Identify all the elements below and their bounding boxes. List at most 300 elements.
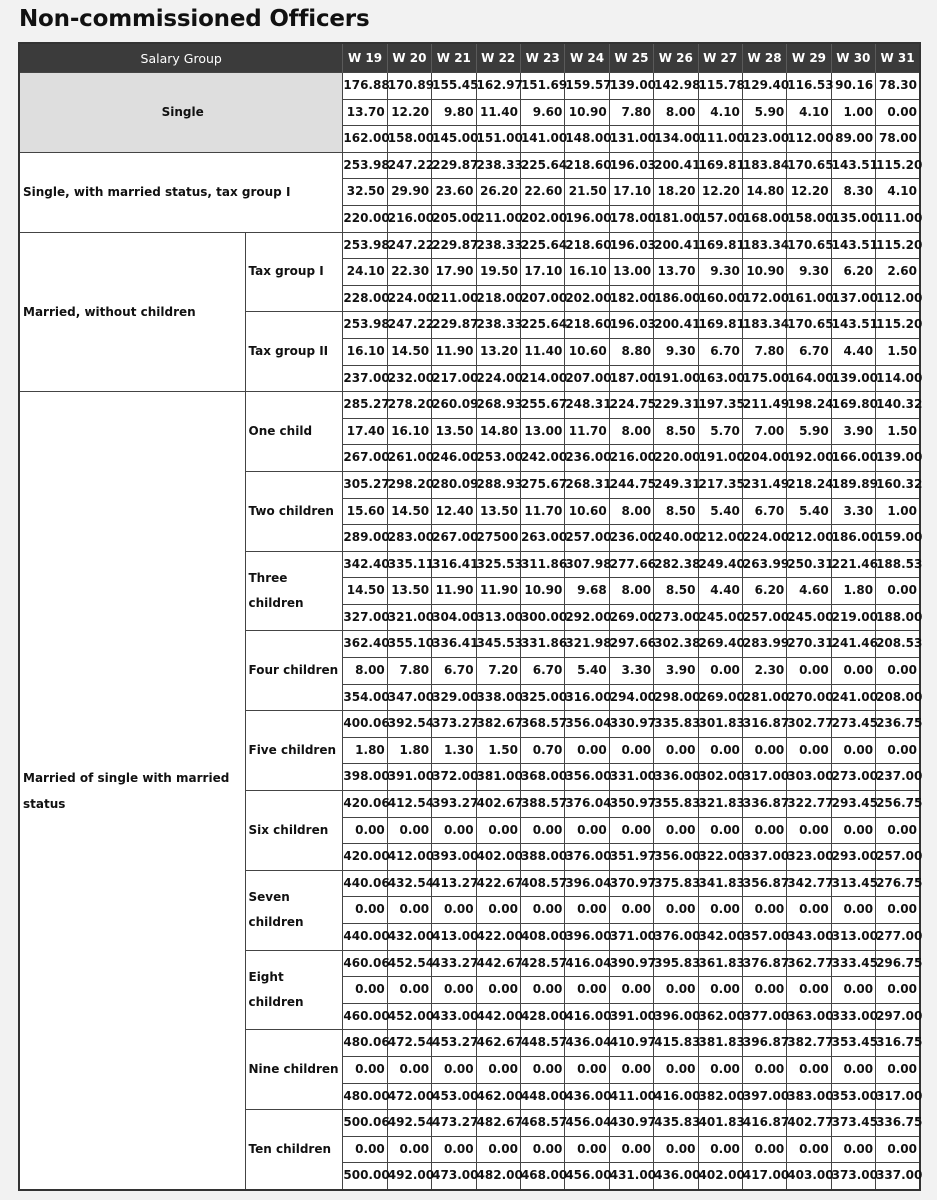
table-cell: 244.75 <box>609 471 653 498</box>
table-cell: 0.00 <box>654 897 698 924</box>
table-cell: 321.00 <box>387 604 431 631</box>
table-cell: 402.77 <box>787 1110 831 1137</box>
table-cell: 268.93 <box>476 392 520 419</box>
table-cell: 78.00 <box>876 126 920 153</box>
table-cell: 16.10 <box>387 418 431 445</box>
table-cell: 0.00 <box>876 99 920 126</box>
table-cell: 188.00 <box>876 604 920 631</box>
table-cell: 333.45 <box>831 950 875 977</box>
table-cell: 13.50 <box>387 578 431 605</box>
table-cell: 207.00 <box>565 365 609 392</box>
table-cell: 347.00 <box>387 684 431 711</box>
table-cell: 4.10 <box>876 179 920 206</box>
table-cell: 413.27 <box>432 870 476 897</box>
table-cell: 393.00 <box>432 844 476 871</box>
table-cell: 5.40 <box>698 498 742 525</box>
table-cell: 0.00 <box>609 897 653 924</box>
table-cell: 224.00 <box>387 285 431 312</box>
table-cell: 313.00 <box>476 604 520 631</box>
table-cell: 0.00 <box>609 737 653 764</box>
table-cell: 293.00 <box>831 844 875 871</box>
salary-group-label: Single <box>19 73 343 153</box>
table-cell: 6.70 <box>520 658 564 685</box>
table-cell: 241.46 <box>831 631 875 658</box>
table-cell: 23.60 <box>432 179 476 206</box>
table-cell: 225.64 <box>520 152 564 179</box>
table-cell: 273.00 <box>831 764 875 791</box>
table-cell: 229.87 <box>432 312 476 339</box>
table-cell: 402.67 <box>476 791 520 818</box>
table-cell: 0.00 <box>742 1056 786 1083</box>
table-cell: 480.06 <box>343 1030 387 1057</box>
table-cell: 362.00 <box>698 1003 742 1030</box>
table-cell: 341.83 <box>698 870 742 897</box>
table-cell: 211.00 <box>476 205 520 232</box>
table-cell: 236.75 <box>876 711 920 738</box>
table-cell: 197.35 <box>698 392 742 419</box>
table-cell: 0.00 <box>698 897 742 924</box>
table-cell: 448.57 <box>520 1030 564 1057</box>
table-cell: 9.30 <box>787 259 831 286</box>
table-cell: 0.00 <box>742 817 786 844</box>
table-cell: 336.87 <box>742 791 786 818</box>
table-cell: 204.00 <box>742 445 786 472</box>
table-cell: 302.77 <box>787 711 831 738</box>
table-cell: 238.33 <box>476 152 520 179</box>
table-cell: 313.45 <box>831 870 875 897</box>
table-cell: 218.60 <box>565 232 609 259</box>
table-cell: 412.54 <box>387 791 431 818</box>
table-cell: 0.00 <box>831 897 875 924</box>
table-cell: 198.24 <box>787 392 831 419</box>
table-cell: 0.00 <box>565 897 609 924</box>
table-cell: 388.57 <box>520 791 564 818</box>
table-cell: 402.00 <box>476 844 520 871</box>
table-cell: 428.57 <box>520 950 564 977</box>
table-cell: 376.04 <box>565 791 609 818</box>
table-cell: 395.83 <box>654 950 698 977</box>
table-cell: 307.98 <box>565 551 609 578</box>
table-cell: 0.00 <box>387 897 431 924</box>
table-cell: 6.20 <box>742 578 786 605</box>
table-cell: 0.00 <box>698 737 742 764</box>
table-cell: 164.00 <box>787 365 831 392</box>
table-cell: 236.00 <box>609 525 653 552</box>
table-cell: 229.87 <box>432 152 476 179</box>
table-cell: 13.70 <box>343 99 387 126</box>
table-cell: 196.03 <box>609 152 653 179</box>
table-cell: 403.00 <box>787 1163 831 1190</box>
table-cell: 158.00 <box>787 205 831 232</box>
table-cell: 8.50 <box>654 578 698 605</box>
table-cell: 141.00 <box>520 126 564 153</box>
table-cell: 162.97 <box>476 73 520 100</box>
table-cell: 218.24 <box>787 471 831 498</box>
table-cell: 16.10 <box>565 259 609 286</box>
table-cell: 3.30 <box>831 498 875 525</box>
table-cell: 393.27 <box>432 791 476 818</box>
table-cell: 293.45 <box>831 791 875 818</box>
table-cell: 7.80 <box>742 338 786 365</box>
column-header: W 20 <box>387 43 431 73</box>
table-cell: 178.00 <box>609 205 653 232</box>
table-cell: 0.00 <box>343 1056 387 1083</box>
table-cell: 323.00 <box>787 844 831 871</box>
table-cell: 398.00 <box>343 764 387 791</box>
table-cell: 228.00 <box>343 285 387 312</box>
table-cell: 0.00 <box>476 817 520 844</box>
table-cell: 151.69 <box>520 73 564 100</box>
table-cell: 6.70 <box>742 498 786 525</box>
table-cell: 472.54 <box>387 1030 431 1057</box>
table-cell: 200.41 <box>654 152 698 179</box>
table-cell: 0.00 <box>831 658 875 685</box>
column-header: W 21 <box>432 43 476 73</box>
table-cell: 175.00 <box>742 365 786 392</box>
subgroup-label: Tax group I <box>245 232 343 312</box>
table-cell: 402.00 <box>698 1163 742 1190</box>
table-cell: 432.54 <box>387 870 431 897</box>
table-cell: 181.00 <box>654 205 698 232</box>
table-cell: 8.50 <box>654 418 698 445</box>
column-header: W 19 <box>343 43 387 73</box>
table-cell: 5.90 <box>787 418 831 445</box>
table-cell: 29.90 <box>387 179 431 206</box>
table-cell: 24.10 <box>343 259 387 286</box>
table-cell: 186.00 <box>831 525 875 552</box>
table-cell: 0.00 <box>876 897 920 924</box>
table-cell: 294.00 <box>609 684 653 711</box>
table-cell: 249.31 <box>654 471 698 498</box>
table-cell: 256.75 <box>876 791 920 818</box>
table-cell: 135.00 <box>831 205 875 232</box>
table-cell: 0.00 <box>698 1056 742 1083</box>
table-cell: 145.00 <box>432 126 476 153</box>
table-cell: 0.00 <box>609 817 653 844</box>
subgroup-label: Six children <box>245 791 343 871</box>
table-cell: 131.00 <box>609 126 653 153</box>
table-cell: 376.00 <box>565 844 609 871</box>
table-cell: 248.31 <box>565 392 609 419</box>
table-cell: 6.20 <box>831 259 875 286</box>
table-cell: 440.06 <box>343 870 387 897</box>
table-cell: 270.31 <box>787 631 831 658</box>
table-cell: 0.00 <box>698 817 742 844</box>
table-cell: 333.00 <box>831 1003 875 1030</box>
table-cell: 452.54 <box>387 950 431 977</box>
table-cell: 436.00 <box>565 1083 609 1110</box>
table-cell: 13.20 <box>476 338 520 365</box>
table-cell: 1.80 <box>343 737 387 764</box>
table-cell: 4.60 <box>787 578 831 605</box>
table-cell: 0.00 <box>609 1136 653 1163</box>
table-cell: 317.00 <box>876 1083 920 1110</box>
table-cell: 257.00 <box>742 604 786 631</box>
table-cell: 351.97 <box>609 844 653 871</box>
table-cell: 139.00 <box>831 365 875 392</box>
table-cell: 0.00 <box>565 1056 609 1083</box>
table-cell: 220.00 <box>654 445 698 472</box>
table-cell: 401.83 <box>698 1110 742 1137</box>
table-cell: 242.00 <box>520 445 564 472</box>
table-cell: 0.00 <box>387 817 431 844</box>
table-cell: 372.00 <box>432 764 476 791</box>
table-cell: 170.89 <box>387 73 431 100</box>
table-cell: 433.27 <box>432 950 476 977</box>
table-cell: 0.00 <box>742 1136 786 1163</box>
table-cell: 205.00 <box>432 205 476 232</box>
table-cell: 10.90 <box>565 99 609 126</box>
table-cell: 353.45 <box>831 1030 875 1057</box>
table-cell: 0.00 <box>476 977 520 1004</box>
table-cell: 267.00 <box>432 525 476 552</box>
table-cell: 4.40 <box>831 338 875 365</box>
table-cell: 224.00 <box>476 365 520 392</box>
table-cell: 298.20 <box>387 471 431 498</box>
table-cell: 0.00 <box>609 1056 653 1083</box>
table-cell: 342.00 <box>698 924 742 951</box>
table-cell: 1.00 <box>831 99 875 126</box>
subgroup-label: Eight children <box>245 950 343 1030</box>
table-cell: 11.70 <box>520 498 564 525</box>
table-cell: 238.33 <box>476 312 520 339</box>
table-cell: 0.00 <box>654 1136 698 1163</box>
table-cell: 492.00 <box>387 1163 431 1190</box>
table-cell: 375.83 <box>654 870 698 897</box>
table-cell: 302.38 <box>654 631 698 658</box>
table-cell: 468.57 <box>520 1110 564 1137</box>
table-cell: 15.60 <box>343 498 387 525</box>
table-cell: 260.09 <box>432 392 476 419</box>
table-cell: 482.67 <box>476 1110 520 1137</box>
table-cell: 382.00 <box>698 1083 742 1110</box>
table-cell: 116.53 <box>787 73 831 100</box>
table-cell: 297.66 <box>609 631 653 658</box>
table-cell: 0.00 <box>343 977 387 1004</box>
table-cell: 162.00 <box>343 126 387 153</box>
table-cell: 396.00 <box>654 1003 698 1030</box>
table-cell: 0.00 <box>654 977 698 1004</box>
table-cell: 316.00 <box>565 684 609 711</box>
table-cell: 224.00 <box>742 525 786 552</box>
subgroup-label: Seven children <box>245 870 343 950</box>
table-cell: 247.22 <box>387 232 431 259</box>
table-cell: 0.00 <box>520 1136 564 1163</box>
table-cell: 191.00 <box>654 365 698 392</box>
table-cell: 6.70 <box>787 338 831 365</box>
table-cell: 0.00 <box>831 977 875 1004</box>
table-cell: 191.00 <box>698 445 742 472</box>
column-header: W 30 <box>831 43 875 73</box>
table-cell: 17.90 <box>432 259 476 286</box>
table-cell: 412.00 <box>387 844 431 871</box>
table-cell: 0.00 <box>432 1056 476 1083</box>
table-cell: 267.00 <box>343 445 387 472</box>
table-cell: 0.00 <box>787 1056 831 1083</box>
table-cell: 3.90 <box>831 418 875 445</box>
table-cell: 345.53 <box>476 631 520 658</box>
table-cell: 14.50 <box>343 578 387 605</box>
table-cell: 112.00 <box>876 285 920 312</box>
table-cell: 143.51 <box>831 232 875 259</box>
table-cell: 282.38 <box>654 551 698 578</box>
table-cell: 90.16 <box>831 73 875 100</box>
table-cell: 13.00 <box>520 418 564 445</box>
table-cell: 11.90 <box>432 578 476 605</box>
table-cell: 410.97 <box>609 1030 653 1057</box>
table-cell: 456.00 <box>565 1163 609 1190</box>
table-cell: 373.00 <box>831 1163 875 1190</box>
table-cell: 388.00 <box>520 844 564 871</box>
table-cell: 1.80 <box>831 578 875 605</box>
subgroup-label: Four children <box>245 631 343 711</box>
table-cell: 396.04 <box>565 870 609 897</box>
salary-group-label: Married of single with married status <box>19 392 245 1190</box>
table-cell: 400.06 <box>343 711 387 738</box>
table-cell: 8.00 <box>609 418 653 445</box>
table-row <box>19 152 920 179</box>
table-cell: 5.40 <box>787 498 831 525</box>
table-cell: 114.00 <box>876 365 920 392</box>
table-cell: 331.00 <box>609 764 653 791</box>
table-cell: 170.65 <box>787 232 831 259</box>
table-cell: 356.87 <box>742 870 786 897</box>
table-cell: 362.77 <box>787 950 831 977</box>
table-cell: 143.51 <box>831 312 875 339</box>
table-cell: 214.00 <box>520 365 564 392</box>
table-cell: 417.00 <box>742 1163 786 1190</box>
table-cell: 207.00 <box>520 285 564 312</box>
table-cell: 139.00 <box>609 73 653 100</box>
table-cell: 415.83 <box>654 1030 698 1057</box>
table-cell: 200.41 <box>654 312 698 339</box>
table-cell: 289.00 <box>343 525 387 552</box>
table-row <box>19 232 920 259</box>
table-cell: 22.30 <box>387 259 431 286</box>
table-cell: 0.00 <box>520 1056 564 1083</box>
table-cell: 10.60 <box>565 338 609 365</box>
table-cell: 0.00 <box>387 1056 431 1083</box>
table-cell: 269.00 <box>698 684 742 711</box>
table-cell: 187.00 <box>609 365 653 392</box>
table-cell: 0.00 <box>787 897 831 924</box>
table-cell: 313.00 <box>831 924 875 951</box>
table-cell: 142.98 <box>654 73 698 100</box>
table-cell: 408.00 <box>520 924 564 951</box>
table-cell: 218.00 <box>476 285 520 312</box>
table-cell: 368.00 <box>520 764 564 791</box>
table-cell: 13.50 <box>476 498 520 525</box>
table-cell: 0.00 <box>698 977 742 1004</box>
table-cell: 111.00 <box>698 126 742 153</box>
table-cell: 253.00 <box>476 445 520 472</box>
table-cell: 160.00 <box>698 285 742 312</box>
table-cell: 8.80 <box>609 338 653 365</box>
table-cell: 17.40 <box>343 418 387 445</box>
table-cell: 170.65 <box>787 312 831 339</box>
table-cell: 430.97 <box>609 1110 653 1137</box>
table-cell: 0.00 <box>787 817 831 844</box>
table-cell: 139.00 <box>876 445 920 472</box>
table-cell: 382.77 <box>787 1030 831 1057</box>
table-cell: 0.00 <box>432 817 476 844</box>
table-cell: 420.06 <box>343 791 387 818</box>
table-cell: 0.00 <box>831 1056 875 1083</box>
table-cell: 129.40 <box>742 73 786 100</box>
table-cell: 217.00 <box>432 365 476 392</box>
salary-table <box>18 42 921 1191</box>
table-cell: 362.40 <box>343 631 387 658</box>
table-cell: 482.00 <box>476 1163 520 1190</box>
table-cell: 263.99 <box>742 551 786 578</box>
column-header: W 31 <box>876 43 920 73</box>
table-cell: 411.00 <box>609 1083 653 1110</box>
table-cell: 0.00 <box>698 1136 742 1163</box>
table-cell: 301.83 <box>698 711 742 738</box>
table-cell: 325.53 <box>476 551 520 578</box>
table-cell: 0.00 <box>565 737 609 764</box>
subgroup-label: Two children <box>245 471 343 551</box>
table-cell: 216.00 <box>387 205 431 232</box>
table-cell: 253.98 <box>343 152 387 179</box>
table-cell: 355.10 <box>387 631 431 658</box>
table-cell: 5.70 <box>698 418 742 445</box>
table-cell: 422.67 <box>476 870 520 897</box>
table-cell: 298.00 <box>654 684 698 711</box>
table-cell: 433.00 <box>432 1003 476 1030</box>
table-cell: 342.40 <box>343 551 387 578</box>
table-cell: 0.00 <box>876 578 920 605</box>
table-cell: 416.00 <box>654 1083 698 1110</box>
table-cell: 327.00 <box>343 604 387 631</box>
table-cell: 361.83 <box>698 950 742 977</box>
table-cell: 112.00 <box>787 126 831 153</box>
column-header: W 23 <box>520 43 564 73</box>
table-cell: 115.78 <box>698 73 742 100</box>
table-cell: 246.00 <box>432 445 476 472</box>
table-cell: 12.20 <box>387 99 431 126</box>
table-cell: 322.77 <box>787 791 831 818</box>
table-cell: 0.00 <box>831 737 875 764</box>
table-cell: 373.27 <box>432 711 476 738</box>
table-cell: 163.00 <box>698 365 742 392</box>
table-cell: 140.32 <box>876 392 920 419</box>
table-cell: 166.00 <box>831 445 875 472</box>
table-cell: 240.00 <box>654 525 698 552</box>
table-cell: 381.00 <box>476 764 520 791</box>
subgroup-label: Three children <box>245 551 343 631</box>
subgroup-label: Nine children <box>245 1030 343 1110</box>
table-cell: 0.00 <box>876 817 920 844</box>
table-cell: 159.00 <box>876 525 920 552</box>
table-cell: 202.00 <box>565 285 609 312</box>
table-cell: 0.00 <box>476 1056 520 1083</box>
table-cell: 383.00 <box>787 1083 831 1110</box>
table-cell: 442.67 <box>476 950 520 977</box>
table-cell: 169.81 <box>698 232 742 259</box>
table-cell: 390.97 <box>609 950 653 977</box>
table-cell: 432.00 <box>387 924 431 951</box>
table-cell: 17.10 <box>609 179 653 206</box>
table-cell: 343.00 <box>787 924 831 951</box>
table-cell: 211.00 <box>432 285 476 312</box>
subgroup-label: Ten children <box>245 1110 343 1190</box>
table-cell: 269.00 <box>609 604 653 631</box>
table-cell: 263.00 <box>520 525 564 552</box>
table-cell: 0.00 <box>831 1136 875 1163</box>
table-cell: 353.00 <box>831 1083 875 1110</box>
table-cell: 0.00 <box>432 977 476 1004</box>
